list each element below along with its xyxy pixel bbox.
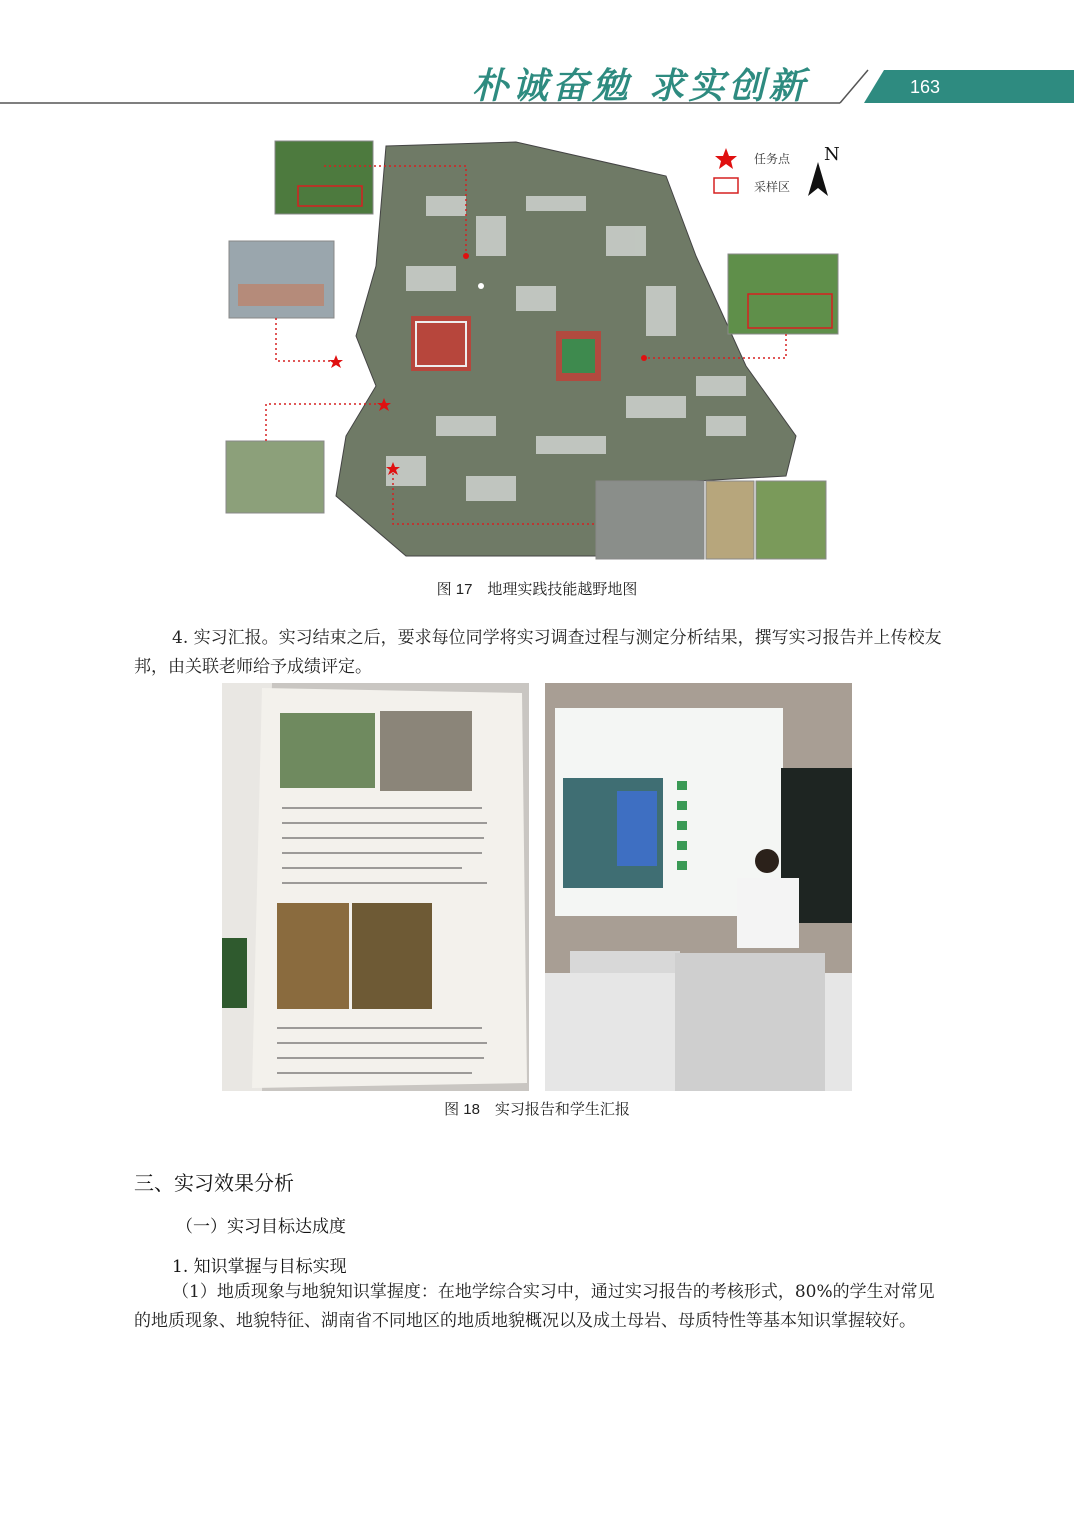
header-slogan: 朴诚奋勉 求实创新 [472,65,809,107]
item-1-heading: 1. 知识掌握与目标实现 [172,1257,347,1277]
figure-17-caption: 图 17 地理实践技能越野地图 [436,581,638,598]
section-3-heading: 三、实习效果分析 [134,1173,294,1195]
figure-17-map [226,136,838,562]
legend-sample-area: 采样区 [754,180,791,194]
task-point-icon [715,148,737,169]
page-header [0,0,1074,120]
page-number: 163 [910,77,941,97]
subsection-1-heading: （一）实习目标达成度 [176,1217,346,1236]
legend-task-point: 任务点 [754,152,791,166]
paragraph-report: 4. 实习汇报。实习结束之后，要求每位同学将实习调查过程与测定分析结果，撰写实习报告并上传校友邦，由关联老师给予成绩评定。 [134,628,942,677]
paragraph-knowledge: （1）地质现象与地貌知识掌握度：在地学综合实习中，通过实习报告的考核形式，80%的学生对常见的地质现象、地貌特征、湖南省不同地区的地质地貌概况以及成土母岩、母质特性等基本知识掌握较好。 [134,1282,935,1331]
sample-area-icon [714,178,738,193]
figure-18-report-photo [222,683,529,1091]
north-arrow-icon [808,162,828,196]
figure-18-caption: 图 18 实习报告和学生汇报 [444,1101,630,1118]
north-label: N [824,144,840,165]
figure-18-presentation-photo [545,683,852,1091]
